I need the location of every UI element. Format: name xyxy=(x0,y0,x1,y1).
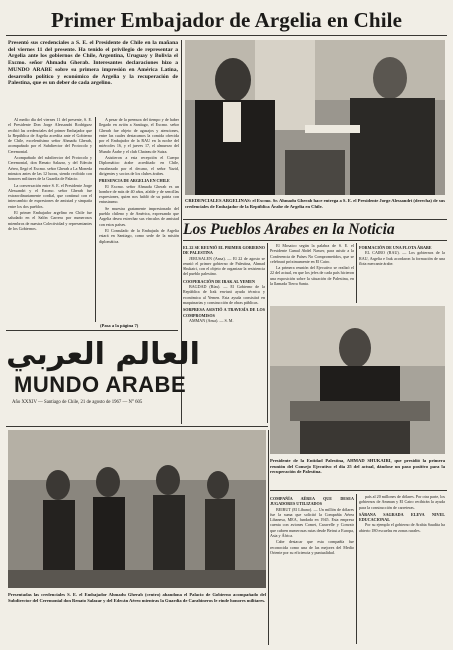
col2-paragraph: Asistieron a esta recepción el Cuerpo Diplomático árabe acreditado en Chile, encabezado por el decano, el señor Yazid, dirigentes y socios de los clubes árabes. xyxy=(99,155,179,176)
news-head: COOPERACIÓN DE IRAK AL YEMEN xyxy=(183,278,255,284)
col2-paragraph: Se muestra gratamente impresionado del pueblo chileno y de América, expresando que Argelia desea estrechar sus vínculos de amistad con estos países. xyxy=(99,205,179,227)
photo-caption-right: Presidente de la Entidad Palestina, AHMAD SHUKAIRI, que presidió la primera reunión del Consejo Ejecutivo el día 25 del actual, dándose un paso positivo para la recuperación de Palestina. xyxy=(270,458,445,475)
news-head: EL 22 SE REUNIÓ EL PRIMER GOBIERNO DE PALESTINA xyxy=(183,245,265,256)
news-text: BAGDAD (Rías). — El Gobierno de la República de Irak enviará ayuda técnica y económica al Yemen. Esta ayuda consistirá en maquinarias y construcción de obras públicas. xyxy=(183,284,265,305)
masthead-arabic-text: العالم العربي xyxy=(6,337,200,372)
bottom-rule xyxy=(6,426,268,427)
bottom-news-divider xyxy=(356,494,357,644)
news-column-1 xyxy=(183,243,265,423)
bottom-news-column-2 xyxy=(359,494,445,644)
news-divider xyxy=(267,243,268,423)
news-head: SORPRESA ASISTIÓ A TRAVESÍA DE LOS COMPROMISOS xyxy=(183,307,265,318)
col1-paragraph: La conversación entre S. E. el Presidente Jorge Alessandri y el Excmo. señor Gherab fue extraordinariamente cordial, que continuó con el intercambio de expresiones de amistad y simpatía entre los dos pueblos. xyxy=(8,182,92,209)
article-column-1 xyxy=(8,117,92,322)
main-headline: Primer Embajador de Argelia en Chile xyxy=(50,8,403,32)
ceremony-photo-image xyxy=(8,430,266,588)
masthead-info: Año XXXIV — Santiago de Chile, 21 de agosto de 1967 — N° 605 xyxy=(12,400,143,405)
masthead xyxy=(6,330,200,424)
lead-paragraph: Presentó sus credenciales a S. E. el Presidente de Chile en la mañana del viernes 11 del presente. Ha tenido el privilegio de representar a Argelia ante los gobiernos de Chile, Argentina, Uruguay y Bolivia el Excmo. señor Ahmadu Gherab. Interesantes declaraciones hizo a MUNDO ARABE sobre su primera impresión en América Latina, desarrollo político y económico de Argelia y la recuperación de Palestina, que es un deber de cada argelino. xyxy=(8,40,178,87)
photo-caption-bottom: Presentadas las credenciales S. E. el Embajador Ahmadu Gherab (centro) abandona el Palacio de Gobierno acompañado del Subdirector del Ceremonial don Renato Salazar y del Edecán Aéreo mientras la Guardia de Carabineros le rinde honores militares. xyxy=(8,592,266,603)
news-text: Por su ejemplo el gobierno de Arabia Saudita ha abierto 180 escuelas en zonas rurales. xyxy=(359,522,445,533)
news-text: país al 20 millones de dólares. Por otra parte, los gobiernos de Amman y El Cairo recibirán la ayuda para la construcción de carreteras. xyxy=(359,494,445,510)
news-head: COMPAÑÍA AÉREA QUE DESEA JUGADORES UTILIZADOS xyxy=(270,496,354,507)
col2-paragraph: El Excmo. señor Ahmadu Gherab es un hombre de más de 40 años, afable y de sencillas expresiones, quien nos habló de su patria con entusiasmo. xyxy=(99,183,179,205)
news-text: BEIRUT (El Líbano). — Un millón de dólares fue la suma que solicitó la Compañía Aérea Libanesa, MEA, fundada en 1945. Esta empresa cuenta con aviones Comet, Caravelle y Convair que cubren numerosas rutas desde Beirut a Europa, Asia y África. xyxy=(270,506,354,539)
news-head: FORMACIÓN DE UNA FLOTA ÁRABE xyxy=(359,245,432,250)
news-column-3 xyxy=(359,243,445,303)
news-head: SÁBANA SAGRADA ELEVA NIVEL EDUCACIONAL xyxy=(359,511,445,523)
shukairi-photo xyxy=(270,306,445,454)
masthead-title: MUNDO ARABE xyxy=(14,372,187,397)
news-text: EL CAIRO (RAU). — Los gobiernos de la RAU, Argelia e Irak acordaron la formación de una flota mercante árabe. xyxy=(359,250,445,266)
col1-paragraph: Al medio día del viernes 11 del presente, S. E. el Presidente Don Jorge Alessandri Rodríguez recibió las credenciales del primer Embajador que la República de Argelia acredita ante el Gobierno de Chile, excelentísimo señor Ahmadu Gherab, acompañado por el Subdirector del Protocolo y Ceremonial. xyxy=(8,117,92,154)
shukairi-photo-image xyxy=(270,306,445,454)
col2-paragraph: A pesar de la premura del tiempo y de haber llegado en avión a Santiago, el Excmo. señor Gherab fue objeto de agasajos y atenciones, entre las cuales destacamos la comida ofrecida por el Embajador de la RAU en la noche del miércoles 16, y el jueves 17, el almuerzo del Mundo Árabe y el club Chateau de Suiza. xyxy=(99,117,179,154)
photo-caption-top: CREDENCIALES ARGELINAS: el Excmo. Sr. Ahmadu Gherab hace entrega a S. E. el Presidente Jorge Alessandri (derecha) de sus credenciales de Embajador de la República Árabe de Argelia en Chile. xyxy=(185,198,445,209)
column-divider xyxy=(95,117,96,322)
news-text: El Mosaico según la palabra de S. E. el Presidente Gamal Abdel Nasser, para asistir a la Conferencia de Países No Comprometidos, que se celebrará próximamente en El Cairo. xyxy=(270,243,354,264)
masthead-arabic-logo xyxy=(6,330,200,374)
news-divider xyxy=(356,243,357,303)
col1-paragraph: El primer Embajador argelino en Chile fue saludado en el Salón Carrera por numerosos miembros de nuestra Colectividad y representantes de los Gobiernos. xyxy=(8,210,92,231)
section-title: Los Pueblos Arabes en la Noticia xyxy=(183,221,395,238)
headline-rule xyxy=(6,35,447,36)
news-text: JERUSALEN (Ansa). — El 22 de agosto se reunió el primer gobierno de Palestina, Ahmad Shukairi, con el objeto de organizar la resistencia del pueblo palestino. xyxy=(183,255,265,277)
news-text: AMMAN (Ansa). — S. M. xyxy=(189,317,234,323)
bottom-news-column-1 xyxy=(270,494,354,644)
news-text: La primera reunión del Ejecutivo se realizó el 22 del actual, en que los jefes de cada país hicieron una exposición sobre la situación de Palestina, en la llamada Tierra Santa. xyxy=(270,265,354,287)
section-rule-top xyxy=(183,219,447,220)
col2-subheading: PRESENCIA DE ARGELIA EN CHILE xyxy=(99,178,170,184)
bottom-divider xyxy=(268,430,269,645)
ceremony-photo xyxy=(8,430,266,588)
col2-paragraph: El Consulado de la Embajada de Argelia estará en Santiago, como sede de la misión diplomática. xyxy=(99,227,179,244)
article-column-2 xyxy=(99,117,179,322)
credentials-photo-image xyxy=(185,40,445,195)
page-continue-note: (Pasa a la página 7) xyxy=(100,323,139,328)
credentials-photo xyxy=(185,40,445,195)
bottom-news-rule xyxy=(270,490,447,491)
col1-paragraph: Acompañado del subdirector del Protocolo y Ceremonial, don Renato Salazar, y del Edecán Aéreo, llegó el Excmo. señor Gherab a La Moneda minutos antes de las 12 horas, siendo recibido con honores militares de la Guardia de Palacio. xyxy=(8,155,92,182)
section-rule xyxy=(183,240,447,241)
news-text: Cabe destacar que esta compañía fue reconocida como una de las mejores del Medio Oriente por su eficiencia y puntualidad. xyxy=(270,539,354,555)
news-column-2 xyxy=(270,243,354,303)
